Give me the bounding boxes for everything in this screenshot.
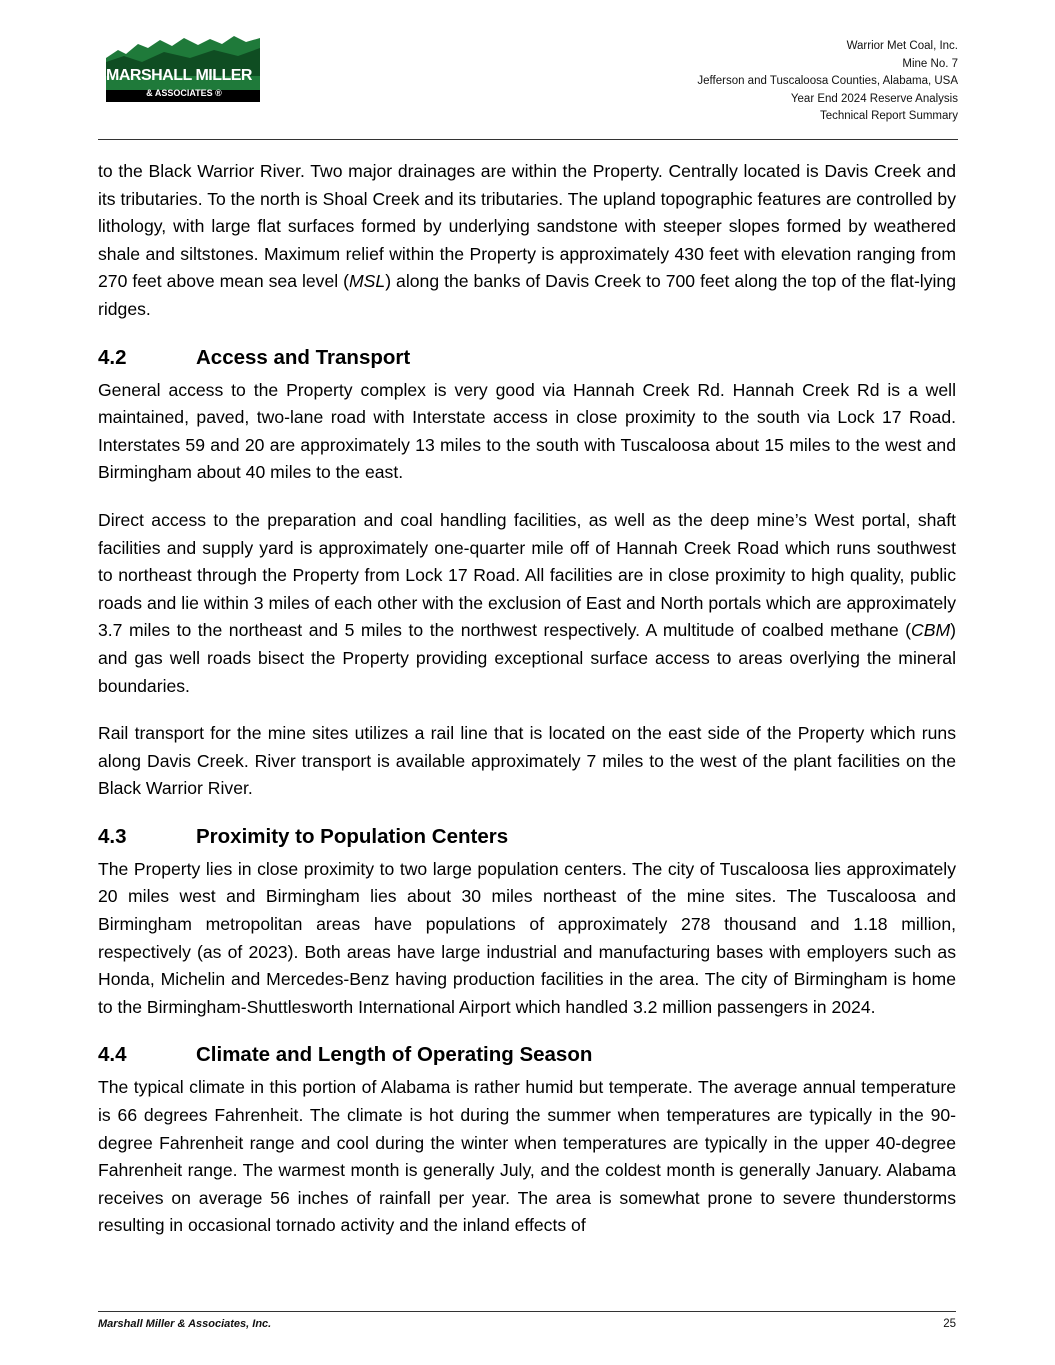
logo-name: MARSHALL MILLER [106,67,252,84]
paragraph: General access to the Property complex is very good via Hannah Creek Rd. Hannah Creek Rd is a well maintained, paved, two-lane road with Interstate access in close proximity to the south via Lock 17 Road. Interstates 59 and 20 are approximately 13 miles to the south with Tuscaloosa about 15 miles to the west and Birmingham about 40 miles to the east. [98,379,956,483]
header-report-type: Technical Report Summary [819,110,958,122]
section-heading-4-4 [98,1042,956,1068]
section-title: Climate and Length of Operating Season [196,1043,593,1067]
page-number: 25 [943,1318,956,1330]
footer-company: Marshall Miller & Associates, Inc. [98,1318,272,1330]
page-header [98,28,958,140]
section-number: 4.4 [98,1043,127,1067]
section-number: 4.3 [98,824,127,848]
paragraph: The Property lies in close proximity to two large population centers. The city of Tuscaloosa lies approximately 20 miles west and Birmingham lies about 30 miles northeast of the mine sites. The Tuscaloosa and Birmingham metropolitan areas have populations of approximately 278 thousand and 1.18 million, respectively (as of 2023). Both areas have large industrial and manufacturing bases with employers such as Honda, Michelin and Mercedes-Benz having production facilities in the area. The city of Birmingham is home to the Birmingham-Shuttlesworth International Airport which handled 3.2 million passengers in 2024. [98,858,956,1017]
paragraph: Rail transport for the mine sites utilizes a rail line that is located on the east side of the Property which runs along Davis Creek. River transport is available approximately 7 miles to the west of the plant facilities on the Black Warrior River. [98,723,956,799]
section-number: 4.2 [98,345,127,369]
header-location: Jefferson and Tuscaloosa Counties, Alabama, USA [697,75,958,87]
footer-divider [98,1311,956,1312]
section-heading-4-2 [98,345,956,371]
header-mine: Mine No. 7 [902,57,958,70]
intro-paragraph: to the Black Warrior River. Two major drainages are within the Property. Centrally located is Davis Creek and its tributaries. To the north is Shoal Creek and its tributaries. The upland topographic features are controlled by lithology, with large flat surfaces formed by underlying sandstone with steeper slopes formed by weathered shale and siltstones. Maximum relief within the Property is approximately 430 feet with elevation ranging from 270 feet above mean sea level (MSL) along the banks of Davis Creek to 700 feet along the top of the flat-lying ridges. [98,161,957,319]
header-meta [697,38,958,126]
page-content [98,158,956,1240]
section-title: Proximity to Population Centers [196,824,509,848]
paragraph: The typical climate in this portion of Alabama is rather humid but temperate. The average annual temperature is 66 degrees Fahrenheit. The climate is hot during the summer when temperatures are typically in the 90-degree Fahrenheit range and cool during the winter when temperatures are typically in the upper 40-degree Fahrenheit range. The warmest month is generally July, and the coldest month is generally January. Alabama receives on average 56 inches of rainfall per year. The area is somewhat prone to severe thunderstorms resulting in occasional tornado activity and the inland effects of [98,1077,956,1236]
section-heading-4-3 [98,824,956,850]
header-divider [98,139,958,140]
header-analysis: Year End 2024 Reserve Analysis [790,92,958,105]
section-title: Access and Transport [196,345,411,369]
logo-subtitle: & ASSOCIATES ® [146,88,222,98]
paragraph: Direct access to the preparation and coal handling facilities, as well as the deep mine’s West portal, shaft facilities and supply yard is approximately one-quarter mile off of Hannah Creek Road which runs southwest to northeast through the Property from Lock 17 Road. All facilities are in close proximity to high quality, public roads and lie within 3 miles of each other with the exclusion of East and North portals which are approximately 3.7 miles to the northeast and 5 miles to the northwest respectively. A multitude of coalbed methane (CBM) and gas well roads bisect the Property providing exceptional surface access to areas overlying the mineral boundaries. [98,509,956,696]
header-company: Warrior Met Coal, Inc. [846,40,958,52]
